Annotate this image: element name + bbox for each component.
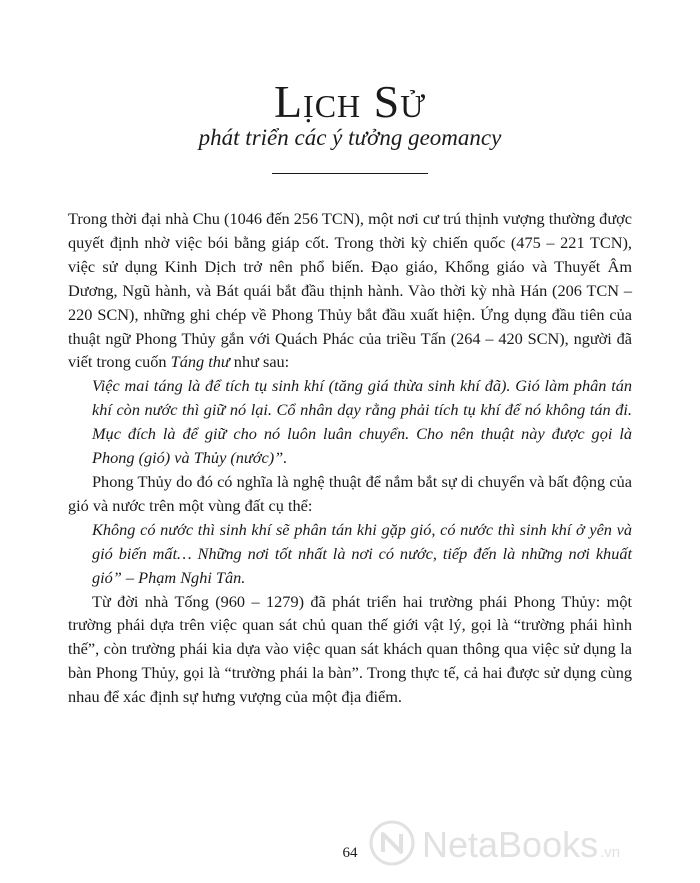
body-text <box>68 207 632 709</box>
page-subtitle: phát triển các ý tưởng geomancy <box>198 125 502 150</box>
paragraph-song-dynasty: Từ đời nhà Tống (960 – 1279) đã phát triển hai trường phái Phong Thủy: một trường phái dựa trên việc quan sát chủ quan thế giới vật lý, gọi là “trường phái hình thế”, còn trường phái kia dựa vào việc quan sát khách quan thông qua việc sử dụng la bàn Phong Thủy, gọi là “trường phái la bàn”. Trong thực tế, cả hai được sử dụng cùng nhau để xác định sự hưng vượng của một địa điểm. <box>68 591 632 707</box>
book-title: Táng thư <box>170 352 230 372</box>
page-title: Lịch Sử <box>273 76 427 127</box>
page-number: 64 <box>342 845 358 861</box>
paragraph-phong-thuy-meaning: Phong Thủy do đó có nghĩa là nghệ thuật để nắm bắt sự di chuyển và bất động của gió và nước trên một vùng đất cụ thể: <box>68 471 632 515</box>
paragraph-intro-text: Trong thời đại nhà Chu (1046 đến 256 TCN), một nơi cư trú thịnh vượng thường được quyết định nhờ việc bói bằng giáp cốt. Trong thời kỳ chiến quốc (475 – 221 TCN), việc sử dụng Kinh Dịch trở nên phổ biến. Đạo giáo, Khổng giáo và Thuyết Âm Dương, Ngũ hành, và Bát quái bắt đầu thịnh hành. Vào thời kỳ nhà Hán (206 TCN – 220 SCN), những ghi chép về Phong Thủy bắt đầu xuất hiện. Ứng dụng đầu tiên của thuật ngữ Phong Thủy gắn với Quách Phác của triều Tấn (264 – 420 SCN), người đã viết trong cuốn <box>68 209 632 372</box>
watermark-brand: NetaBooks <box>422 824 599 865</box>
paragraph-intro-end: như sau: <box>229 352 290 372</box>
quote-pham-nghi-tan: Không có nước thì sinh khí sẽ phân tán khi gặp gió, có nước thì sinh khí ở yên và gió biến mất… Những nơi tốt nhất là nơi có nước, tiếp đến là những nơi khuất gió” – Phạm Nghi Tân. <box>92 519 632 587</box>
title-divider <box>272 173 428 174</box>
netabooks-logo-icon <box>368 819 416 872</box>
watermark-domain: .vn <box>600 843 621 861</box>
watermark <box>368 815 698 875</box>
quote-tang-thu: Việc mai táng là để tích tụ sinh khí (tăng giá thừa sinh khí đã). Gió làm phân tán khí còn nước thì giữ nó lại. Cổ nhân dạy rằng phải tích tụ khí để nó không tán đi. Mục đích là để giữ cho nó luôn luân chuyển. Cho nên thuật này được gọi là Phong (gió) và Thủy (nước)”. <box>92 376 632 468</box>
paragraph-intro <box>68 207 632 374</box>
